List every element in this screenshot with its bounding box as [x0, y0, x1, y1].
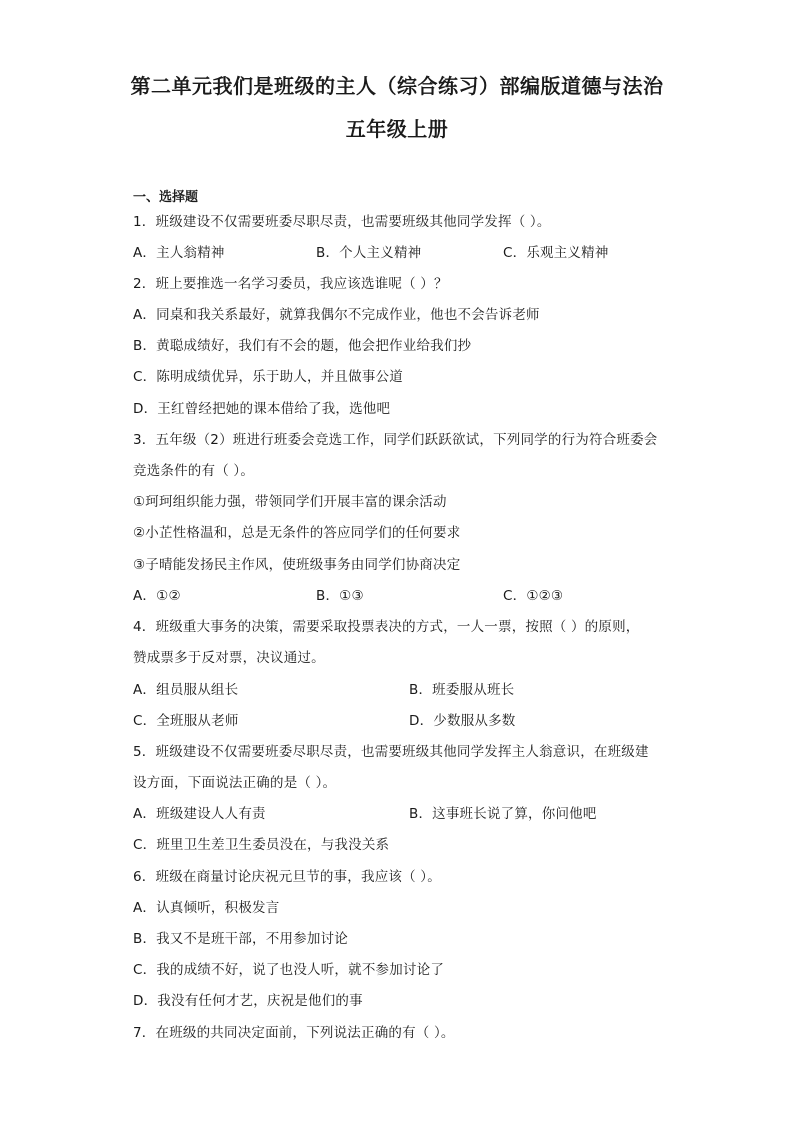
question-5-stem-line-1: 5．班级建设不仅需要班委尽职尽责，也需要班级其他同学发挥主人翁意识，在班级建 [133, 744, 649, 760]
document-title-line-2: 五年级上册 [345, 117, 449, 141]
question-3-statement-1: ①珂珂组织能力强，带领同学们开展丰富的课余活动 [133, 494, 447, 510]
question-4-option-b: B．班委服从班长 [409, 682, 515, 698]
question-3-statement-2: ②小芷性格温和，总是无条件的答应同学们的任何要求 [133, 525, 461, 541]
question-1-stem: 1．班级建设不仅需要班委尽职尽责，也需要班级其他同学发挥（ ）。 [133, 214, 551, 230]
question-2-option-d: D．王红曾经把她的课本借给了我，选他吧 [133, 401, 391, 417]
question-6-stem: 6．班级在商量讨论庆祝元旦节的事，我应该（ ）。 [133, 869, 441, 885]
question-5-option-b: B．这事班长说了算，你问他吧 [409, 806, 597, 822]
question-5-stem-line-2: 设方面，下面说法正确的是（ ）。 [133, 775, 337, 791]
document-title-line-1: 第二单元我们是班级的主人（综合练习）部编版道德与法治 [130, 74, 664, 98]
question-6-option-a: A．认真倾听，积极发言 [133, 900, 280, 916]
question-4-option-d: D．少数服从多数 [409, 713, 516, 729]
question-6-option-c: C．我的成绩不好，说了也没人听，就不参加讨论了 [133, 962, 445, 978]
question-1-option-c: C．乐观主义精神 [503, 245, 609, 261]
question-2-option-a: A．同桌和我关系最好，就算我偶尔不完成作业，他也不会告诉老师 [133, 307, 540, 323]
question-4-option-a: A．组员服从组长 [133, 682, 239, 698]
question-3-option-b: B．①③ [316, 588, 364, 604]
question-4-stem-line-2: 赞成票多于反对票，决议通过。 [133, 650, 325, 666]
question-2-option-c: C．陈明成绩优异，乐于助人，并且做事公道 [133, 369, 403, 385]
question-7-stem: 7．在班级的共同决定面前，下列说法正确的有（ ）。 [133, 1025, 455, 1041]
question-1-option-b: B．个人主义精神 [316, 245, 422, 261]
section-heading: 一、选择题 [133, 190, 199, 205]
question-3-option-a: A．①② [133, 588, 181, 604]
question-6-option-d: D．我没有任何才艺，庆祝是他们的事 [133, 993, 363, 1009]
question-3-stem-line-1: 3．五年级（2）班进行班委会竞选工作，同学们跃跃欲试，下列同学的行为符合班委会 [133, 432, 658, 448]
question-5-option-a: A．班级建设人人有责 [133, 806, 266, 822]
question-4-option-c: C．全班服从老师 [133, 713, 239, 729]
question-2-stem: 2．班上要推选一名学习委员，我应该选谁呢（ ）？ [133, 276, 448, 292]
question-3-statement-3: ③子晴能发扬民主作风，使班级事务由同学们协商决定 [133, 557, 461, 573]
question-4-stem-line-1: 4．班级重大事务的决策，需要采取投票表决的方式，一人一票，按照（ ）的原则， [133, 619, 640, 635]
question-3-option-c: C．①②③ [503, 588, 564, 604]
question-2-option-b: B．黄聪成绩好，我们有不会的题，他会把作业给我们抄 [133, 338, 472, 354]
question-5-option-c: C．班里卫生差卫生委员没在，与我没关系 [133, 837, 390, 853]
question-3-stem-line-2: 竞选条件的有（ ）。 [133, 463, 255, 479]
question-1-option-a: A．主人翁精神 [133, 245, 225, 261]
question-6-option-b: B．我又不是班干部，不用参加讨论 [133, 931, 348, 947]
